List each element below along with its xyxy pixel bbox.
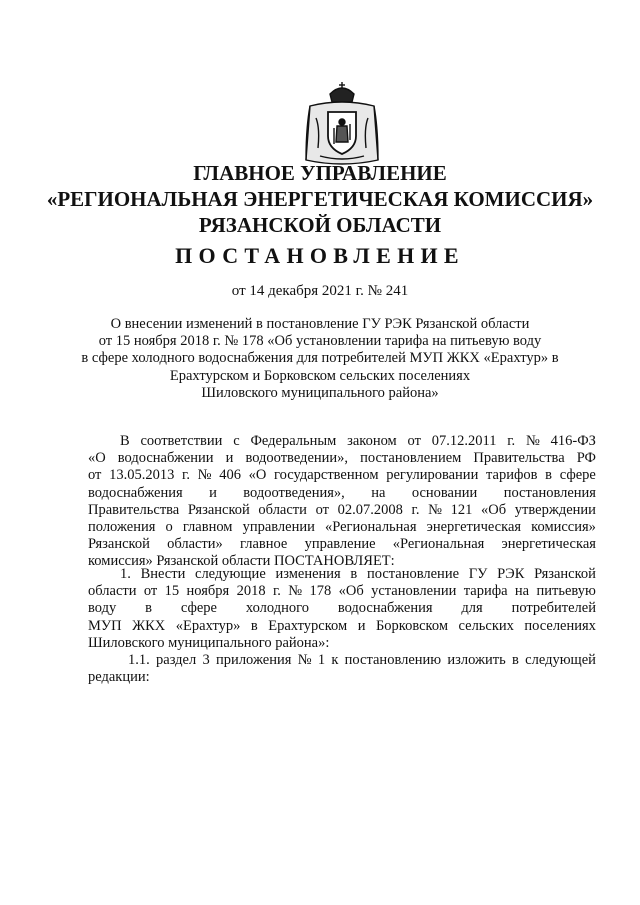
word: приложения	[216, 652, 292, 668]
word: воду	[88, 600, 117, 617]
word: водоотведения»,	[243, 484, 345, 501]
word: и	[225, 450, 234, 467]
word: области	[258, 501, 307, 518]
preamble-paragraph	[88, 433, 596, 571]
word: В	[120, 433, 130, 449]
word: №	[525, 433, 540, 449]
document-type-heading: ПОСТАНОВЛЕНИЕ	[175, 243, 465, 268]
word: водоотведении»,	[245, 450, 349, 467]
word: г.	[182, 467, 190, 484]
word: энергетическая	[501, 536, 596, 553]
word: и	[357, 617, 366, 634]
word: положения	[88, 519, 156, 536]
word: «Региональная	[324, 519, 417, 536]
document-subject	[0, 316, 640, 402]
word: от	[88, 467, 102, 484]
word: в	[545, 467, 553, 484]
word: законом	[347, 433, 397, 449]
text-line	[88, 600, 596, 617]
word: установлении	[371, 583, 457, 600]
word: тарифов	[486, 467, 538, 484]
word: №	[197, 467, 212, 484]
word: Рязанской	[534, 566, 596, 582]
word: в	[250, 617, 258, 634]
text-line	[88, 669, 596, 686]
word: «Об	[481, 501, 507, 518]
word: водоснабжении	[117, 450, 214, 467]
subject-line: от 15 ноября 2018 г. № 178 «Об установлении тарифа на питьевую воду	[98, 333, 542, 350]
word: главное	[240, 536, 288, 553]
word: 1.1.	[128, 652, 150, 668]
word: ЖКХ	[132, 617, 166, 634]
word: 178	[309, 583, 332, 600]
coat-of-arms-emblem	[296, 78, 388, 170]
word: 121	[450, 501, 473, 518]
word: 13.05.2013	[109, 467, 175, 484]
word: 02.07.2008	[337, 501, 403, 518]
word: г.	[411, 501, 420, 518]
word: постановлением	[360, 450, 462, 467]
text-line	[88, 519, 596, 536]
word: Правительства	[473, 450, 565, 467]
word: холодного	[245, 600, 309, 617]
text-line	[88, 652, 596, 669]
word: от	[407, 433, 421, 449]
word: основании	[411, 484, 478, 501]
word: сфере	[559, 467, 596, 484]
word: 406	[219, 467, 241, 484]
word: области	[88, 583, 137, 600]
word: г.	[272, 583, 281, 600]
word: «Ерахтур»	[175, 617, 241, 634]
word: главном	[182, 519, 233, 536]
word: «Региональная	[392, 536, 485, 553]
word: №	[297, 652, 312, 668]
word: тарифа	[463, 583, 508, 600]
word: «О	[248, 467, 267, 484]
word: РЭК	[497, 566, 525, 582]
word: РФ	[576, 450, 596, 467]
word: энергетическая	[426, 519, 522, 536]
word: в	[350, 566, 358, 582]
word: потребителей	[511, 600, 596, 617]
text-line	[88, 566, 596, 583]
line-text: комиссия» Рязанской области ПОСТАНОВЛЯЕТ:	[88, 553, 395, 570]
word: МУП	[88, 617, 122, 634]
word: с	[233, 433, 240, 449]
word: №	[428, 501, 442, 518]
clause-1	[88, 566, 596, 652]
word: на	[514, 583, 530, 600]
word: 15	[164, 583, 180, 600]
text-line	[88, 536, 596, 553]
text-line	[88, 583, 596, 600]
word: питьевую	[536, 583, 596, 600]
subject-line: Ерахтурском и Борковском сельских поселениях	[169, 367, 471, 384]
text-line	[88, 502, 596, 519]
word: сельских	[458, 617, 514, 634]
document-date-number: от 14 декабря 2021 г. № 241	[231, 283, 409, 299]
org-title-line-3: РЯЗАНСКОЙ ОБЛАСТИ	[198, 213, 442, 237]
word: комиссия»	[531, 519, 596, 536]
word: водоснабжения	[337, 600, 433, 617]
text-line	[88, 635, 596, 652]
text-line	[88, 433, 596, 450]
word: Рязанской	[187, 501, 250, 518]
word: о	[165, 519, 173, 536]
word: следующей	[525, 652, 596, 668]
word: изложить	[447, 652, 506, 668]
text-line	[88, 485, 596, 502]
text-line	[88, 467, 596, 484]
word: раздел	[156, 652, 197, 668]
word: Рязанской	[88, 536, 150, 553]
word: ноября	[186, 583, 230, 600]
word: управление	[304, 536, 376, 553]
subject-line: в сфере холодного водоснабжения для потребителей МУП ЖКХ «Ерахтур» в	[81, 350, 559, 367]
word: сфере	[180, 600, 217, 617]
word: 1	[317, 652, 326, 668]
subject-line: О внесении изменений в постановление ГУ РЭК Рязанской области	[110, 316, 530, 332]
word: «Об	[338, 583, 364, 600]
word: постановление	[366, 566, 460, 582]
word: постановлению	[344, 652, 442, 668]
word: 2018	[236, 583, 266, 600]
line-text: редакции:	[88, 669, 150, 686]
word: Внести	[140, 566, 186, 582]
word: на	[371, 484, 386, 501]
line-text: Шиловского муниципального района»:	[88, 634, 330, 651]
word: 07.12.2011	[431, 433, 497, 449]
word: утверждении	[514, 501, 596, 518]
word: ГУ	[468, 566, 488, 582]
clause-1-1	[88, 652, 596, 686]
word: №	[288, 583, 303, 600]
subject-line: Шиловского муниципального района»	[201, 384, 439, 401]
word: в	[145, 600, 152, 617]
word: в	[512, 652, 519, 668]
word: водоснабжения	[88, 484, 183, 501]
text-line	[88, 618, 596, 635]
word: следующие	[195, 566, 266, 582]
word: регулировании	[386, 467, 479, 484]
word: изменения	[275, 566, 341, 582]
word: государственном	[274, 467, 379, 484]
word: 416-ФЗ	[550, 433, 596, 449]
word: Ерахтурском	[268, 617, 348, 634]
word: Борковском	[375, 617, 449, 634]
org-title-line-1: ГЛАВНОЕ УПРАВЛЕНИЕ	[193, 161, 447, 185]
word: соответствии	[140, 433, 223, 449]
word: области»	[167, 536, 223, 553]
word: к	[331, 652, 339, 668]
word: от	[143, 583, 158, 600]
word: г.	[507, 433, 516, 449]
word: поселениях	[524, 617, 596, 634]
text-line	[88, 450, 596, 467]
word: постановления	[503, 484, 596, 501]
word: 3	[202, 652, 210, 668]
word: управлении	[242, 519, 315, 536]
word: от	[315, 501, 329, 518]
word: и	[209, 484, 217, 501]
word: 1.	[120, 566, 131, 582]
word: Федеральным	[250, 433, 337, 449]
word: «О	[88, 450, 106, 467]
word: Правительства	[88, 501, 180, 518]
word: для	[461, 600, 483, 617]
org-title-line-2: «РЕГИОНАЛЬНАЯ ЭНЕРГЕТИЧЕСКАЯ КОМИССИЯ»	[46, 187, 594, 211]
